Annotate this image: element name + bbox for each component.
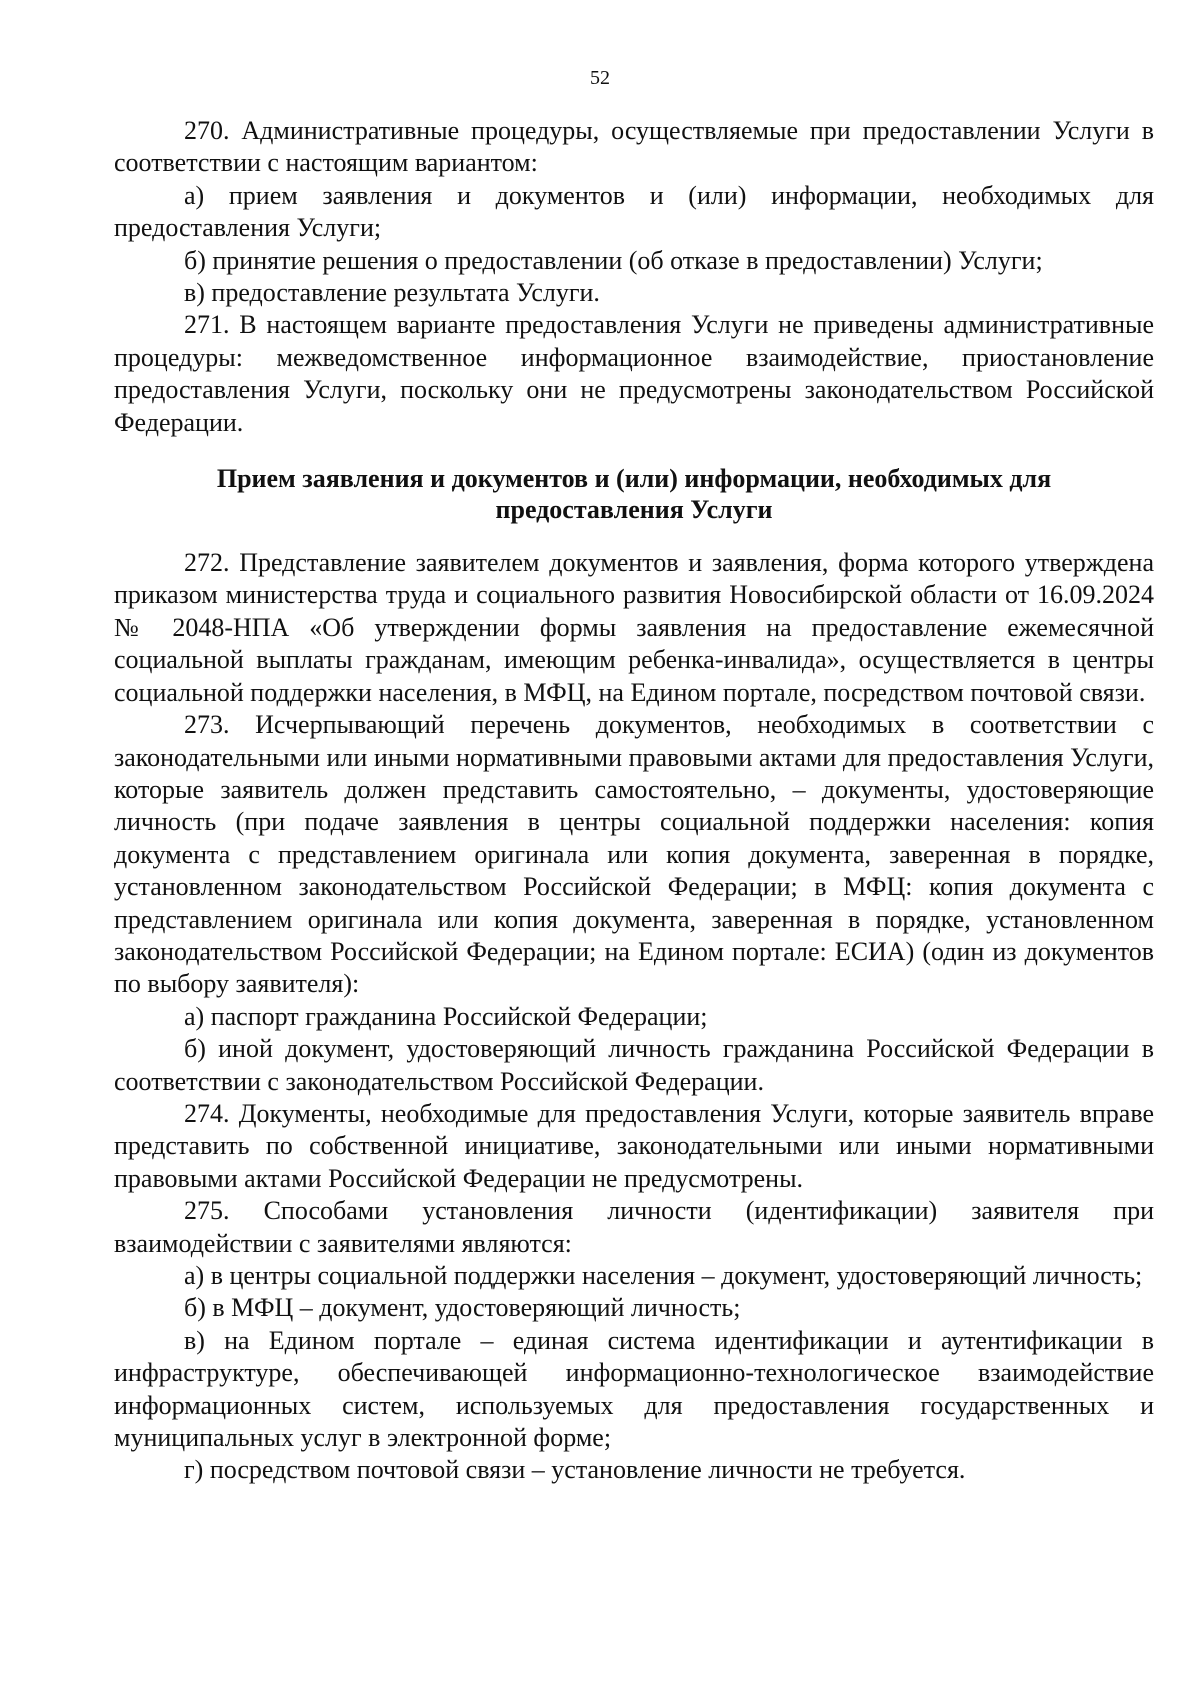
paragraph-275: 275. Способами установления личности (идентификации) заявителя при взаимодействии с заявителями являются: [114, 1196, 1154, 1258]
document-body [114, 115, 1154, 1487]
paragraph-275-c: в) на Едином портале – единая система идентификации и аутентификации в инфраструктуре, обеспечивающей информационно-технологическое взаимодействие информационных систем, используемых для предоставления государственных и муниципальных услуг в электронной форме; [114, 1325, 1154, 1453]
spacer [114, 439, 1154, 463]
paragraph-271: 271. В настоящем варианте предоставления Услуги не приведены административные процедуры: межведомственное информационное взаимодействие, приостановление предоставления Услуги, поскольку они не предусмотрены законодательством Российской Федерации. [114, 310, 1154, 437]
paragraph-275-b: б) в МФЦ – документ, удостоверяющий личность; [184, 1293, 741, 1323]
paragraph-273-b: б) иной документ, удостоверяющий личность гражданина Российской Федерации в соответствии с законодательством Российской Федерации. [114, 1034, 1154, 1096]
paragraph-270-c: в) предоставление результата Услуги. [184, 278, 600, 308]
paragraph-270-a: а) прием заявления и документов и (или) информации, необходимых для предоставления Услуги; [114, 180, 1154, 243]
paragraph-272: 272. Представление заявителем документов и заявления, форма которого утверждена приказом министерства труда и социального развития Новосибирской области от 16.09.2024 № 2048-НПА «Об утверждении формы заявления на предоставление ежемесячной социальной выплаты гражданам, имеющим ребенка-инвалида», осуществляется в центры социальной поддержки населения, в МФЦ, на Едином портале, посредством почтовой связи. [114, 548, 1154, 707]
paragraph-273-a: а) паспорт гражданина Российской Федерации; [184, 1001, 708, 1031]
spacer [114, 525, 1154, 547]
section-heading-line-1: Прием заявления и документов и (или) информации, необходимых для [216, 464, 1052, 494]
page-number: 52 [590, 67, 610, 89]
paragraph-270: 270. Административные процедуры, осуществляемые при предоставлении Услуги в соответствии с настоящим вариантом: [114, 116, 1154, 178]
section-heading-line-2: предоставления Услуги [495, 495, 773, 525]
section-heading [114, 463, 1154, 525]
paragraph-275-a: а) в центры социальной поддержки населения – документ, удостоверяющий личность; [184, 1261, 1143, 1290]
paragraph-270-b: б) принятие решения о предоставлении (об отказе в предоставлении) Услуги; [184, 245, 1043, 275]
paragraph-275-d: г) посредством почтовой связи – установление личности не требуется. [184, 1455, 966, 1485]
paragraph-273: 273. Исчерпывающий перечень документов, необходимых в соответствии с законодательными или иными нормативными правовыми актами для предоставления Услуги, которые заявитель должен представить самостоятельно, – документы, удостоверяющие личность (при подаче заявления в центры социальной поддержки населения: копия документа с представлением оригинала или копия документа, заверенная в порядке, установленном законодательством Российской Федерации; в МФЦ: копия документа с представлением оригинала или копия документа, заверенная в порядке, установленном законодательством Российской Федерации; на Едином портале: ЕСИА) (один из документов по выбору заявителя): [114, 710, 1154, 999]
paragraph-274: 274. Документы, необходимые для предоставления Услуги, которые заявитель вправе представить по собственной инициативе, законодательными или иными нормативными правовыми актами Российской Федерации не предусмотрены. [114, 1098, 1154, 1193]
